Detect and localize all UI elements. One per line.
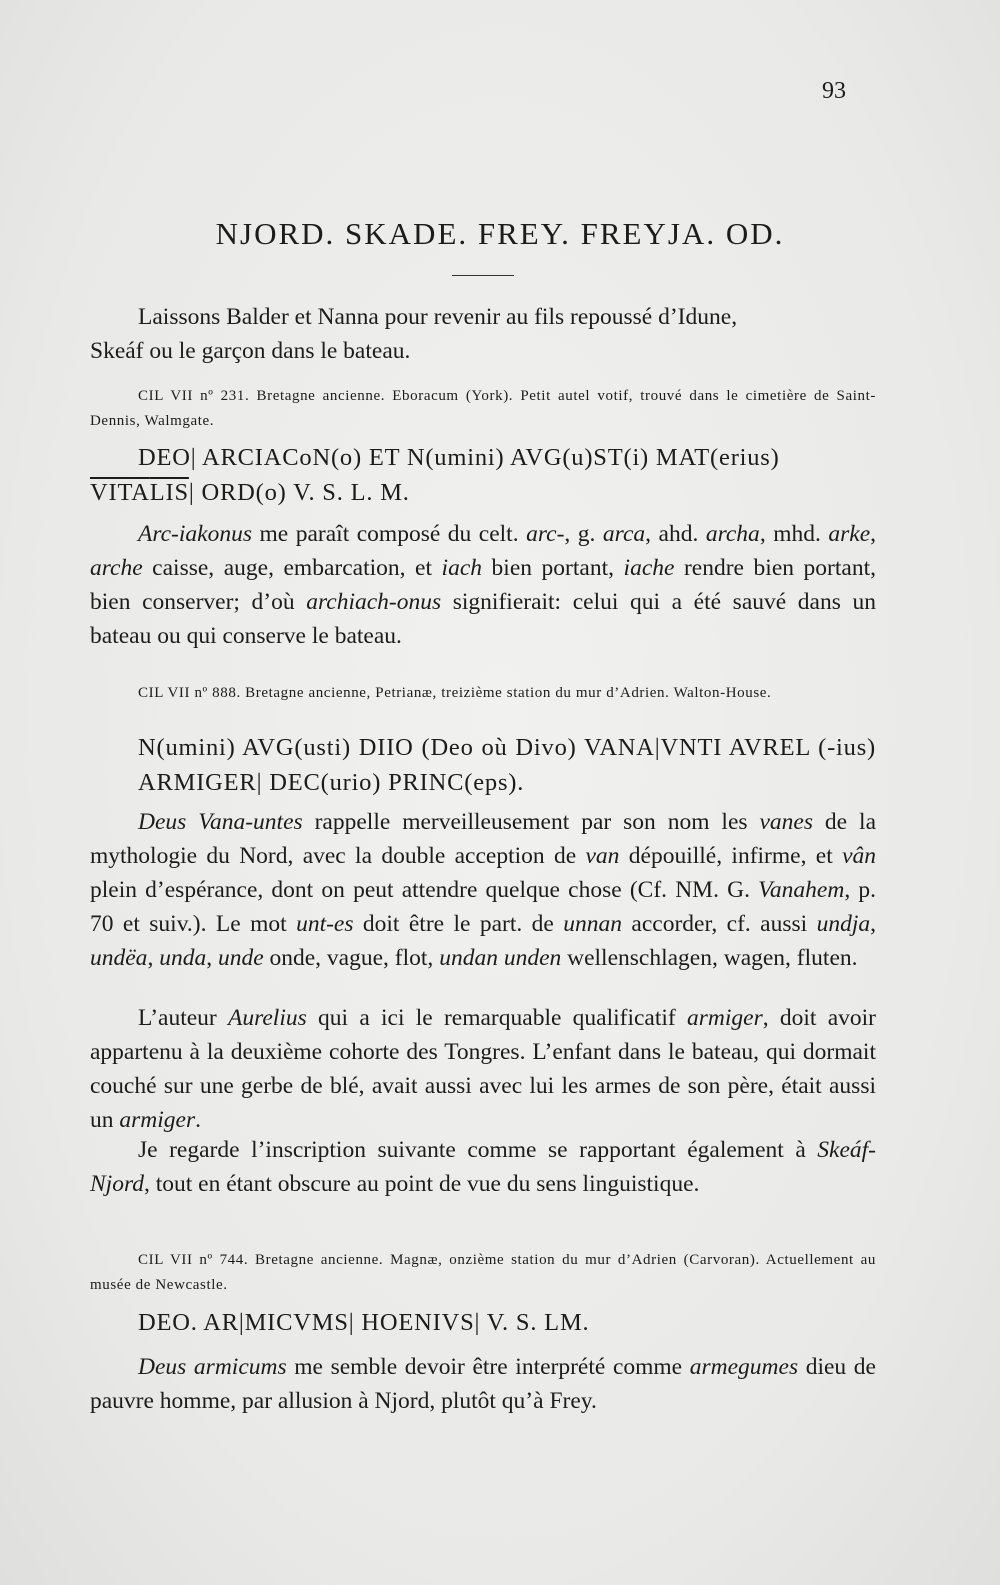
text-run: de la mythologie du Nord, avec la double acception de [90, 809, 877, 869]
term-armiger-2: armiger [119, 1107, 196, 1133]
term-deus-vana-untes: Deus Vana-untes [138, 809, 303, 835]
term-iache: iache [623, 555, 675, 581]
text-run: , [870, 911, 876, 937]
text-run: L’auteur [138, 1005, 228, 1031]
term-aurelius: Aurelius [228, 1005, 307, 1031]
cil-231-reference [90, 384, 876, 434]
term-archiach-onus: archiach-onus [306, 589, 442, 615]
aurelius-text [90, 1001, 876, 1137]
text-run: , doit avoir appartenu à la deuxième cohorte des Tongres. L’enfant dans le bateau, qui dormait couché sur une gerbe de blé, avait aussi avec lui les armes de son père, était aussi un [90, 1005, 876, 1133]
page-number: 93 [822, 78, 846, 104]
cil-231-inscription [90, 440, 876, 511]
term-arc-iakonus: Arc-iakonus [138, 521, 252, 547]
vana-untes-paragraph [90, 805, 876, 975]
text-run: , mhd. [759, 521, 829, 547]
cil-231-meta: CIL VII nº 231. Bretagne ancienne. Eboracum (York). Petit autel votif, trouvé dans le cimetière de Saint-Dennis, Walmgate. [90, 388, 876, 429]
text-run: me semble devoir être interprété comme [286, 1354, 690, 1380]
term-deus-armicums: Deus armicums [138, 1354, 287, 1380]
term-archa: archa [705, 521, 760, 547]
cil-888-inscription [90, 730, 876, 800]
term-arke: arke [828, 521, 871, 547]
cil-888-text: N(umini) AVG(usti) DIIO (Deo où Divo) VANA|VNTI AVREL (-ius) ARMIGER| DEC(urio) PRINC(eps). [138, 734, 876, 796]
text-run: accorder, cf. aussi [622, 911, 817, 937]
term-skeaf-njord: Skeáf-Njord [90, 1137, 876, 1197]
armicums-text [90, 1350, 876, 1418]
text-run: onde, vague, flot, [263, 945, 440, 971]
cil-231-overlined-vita: VITA [90, 479, 150, 506]
text-run: rappelle merveilleusement par son nom les [302, 809, 760, 835]
cil-744-reference [90, 1248, 876, 1298]
term-undan-unden: undan unden [439, 945, 562, 971]
cil-744-meta: CIL VII nº 744. Bretagne ancienne. Magnæ, onzième station du mur d’Adrien (Carvoran). Actuellement au musée de Newcastle. [90, 1252, 876, 1293]
text-run: , tout en étant obscure au point de vue du sens linguistique. [143, 1171, 700, 1197]
term-vanes: vanes [759, 809, 813, 835]
term-armiger: armiger [687, 1005, 763, 1031]
aurelius-paragraph [90, 1001, 876, 1137]
term-undea: undëa [90, 945, 148, 971]
term-van: van [585, 843, 620, 869]
text-run: dépouillé, infirme, et [619, 843, 843, 869]
cil-231-line-2-rest: | ORD(o) V. S. L. M. [188, 479, 410, 506]
regarde-paragraph [90, 1133, 876, 1201]
heading-rule [452, 275, 514, 276]
text-run: doit être le part. de [353, 911, 564, 937]
regarde-text [90, 1133, 876, 1201]
arc-iakonus-text [90, 517, 876, 653]
text-run: bien portant, [482, 555, 624, 581]
term-arche: arche [90, 555, 143, 581]
text-run: , ahd. [645, 521, 706, 547]
text-run: plein d’espérance, dont on peut attendre quelque chose (Cf. NM. G. [90, 877, 759, 903]
vana-untes-text [90, 805, 876, 975]
text-run: . [195, 1107, 201, 1133]
text-run: Je regarde l’inscription suivante comme se rapportant également à [138, 1137, 818, 1163]
armicums-paragraph [90, 1350, 876, 1418]
text-run: rendre bien portant, bien conserver; d’où [90, 555, 876, 615]
term-arca: arca [602, 521, 646, 547]
cil-231-line-2 [90, 475, 876, 511]
term-vanahem: Vanahem [758, 877, 845, 903]
cil-744-text: DEO. AR|MICVMS| HOENIVS| V. S. LM. [138, 1309, 590, 1336]
term-unnan: unnan [563, 911, 623, 937]
text-run: , g. [564, 521, 603, 547]
term-unde: unde [217, 945, 264, 971]
term-van-plein: vân [842, 843, 877, 869]
arc-iakonus-paragraph [90, 517, 876, 653]
intro-line-2: Skeáf ou le garçon dans le bateau. [90, 338, 411, 364]
chapter-heading: NJORD. SKADE. FREY. FREYJA. OD. [215, 216, 785, 251]
term-unda: unda [159, 945, 207, 971]
text-run: , [206, 945, 218, 971]
text-run: caisse, auge, embarcation, et [142, 555, 442, 581]
term-arc: arc- [526, 521, 565, 547]
text-run: , [870, 521, 877, 547]
term-iach: iach [441, 555, 483, 581]
text-run: qui a ici le remarquable qualificatif [306, 1005, 688, 1031]
intro-line-1: Laissons Balder et Nanna pour revenir au fils repoussé d’Idune, [138, 304, 738, 330]
text-run: me paraît composé du celt. [252, 521, 527, 547]
cil-231-overlined-lis: $\overline{LIS}$ [149, 479, 189, 506]
cil-744-inscription [90, 1305, 876, 1340]
cil-231-line-1: DEO| ARCIACoN(o) ET N(umini) AVG(u)ST(i) MAT(erius) [138, 444, 780, 471]
text-run: dieu de pauvre homme, par allusion à Njord, plutôt qu’à Frey. [90, 1354, 876, 1414]
term-armegumes: armegumes [689, 1354, 799, 1380]
text-run: , p. 70 et suiv.). Le mot [90, 877, 876, 937]
term-unt-es: unt-es [296, 911, 354, 937]
cil-888-reference [90, 681, 876, 706]
text-run: signifierait: celui qui a été sauvé dans un bateau ou qui conserve le bateau. [90, 589, 876, 649]
text-run: , [147, 945, 160, 971]
cil-888-meta: CIL VII nº 888. Bretagne ancienne, Petrianæ, treizième station du mur d’Adrien. Walton-House. [138, 685, 772, 701]
text-run: wellenschlagen, wagen, fluten. [561, 945, 858, 971]
term-undja: undja [816, 911, 871, 937]
intro-paragraph [90, 300, 876, 368]
